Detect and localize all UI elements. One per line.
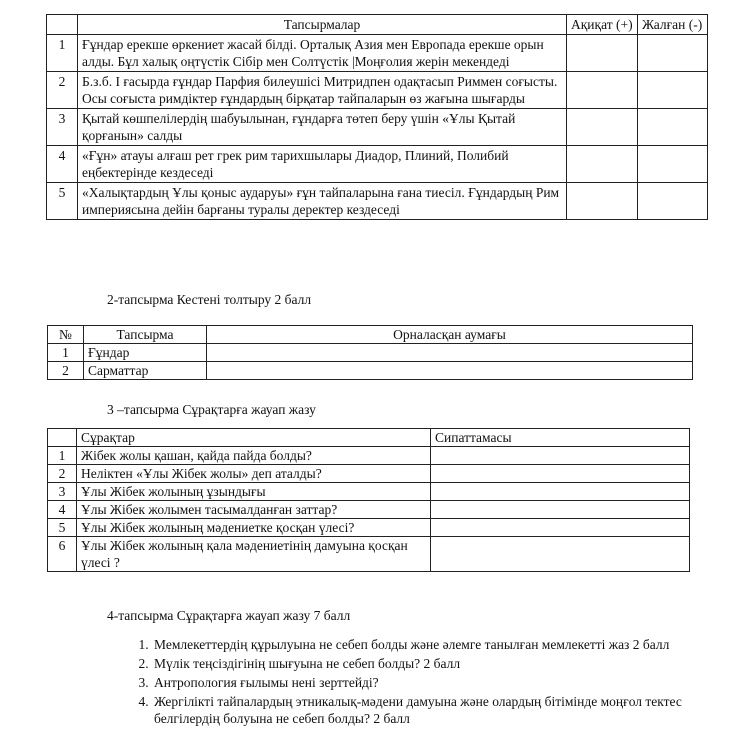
table-header-row xyxy=(48,326,693,344)
list-item: 1. Мемлекеттердің құрылуына не себеп болды және әлемге танылған мемлекетті жаз 2 балл xyxy=(152,636,727,653)
task2-heading: 2-тапсырма Кестені толтыру 2 балл xyxy=(107,292,312,307)
row-statement: Б.з.б. I ғасырда ғұндар Парфия билеушісі Митридпен одақтасып Риммен соғысты. Осы соғыста римдіктер ғұндардың бірқатар тайпаларын өз жағына шығарды xyxy=(78,72,567,109)
table-row xyxy=(48,483,690,501)
row-num: 3 xyxy=(48,483,77,501)
table-row xyxy=(48,362,693,380)
false-cell[interactable] xyxy=(638,72,708,109)
row-num: 1 xyxy=(48,447,77,465)
true-false-table xyxy=(46,14,708,220)
table-row xyxy=(47,72,708,109)
header-num: № xyxy=(48,326,84,344)
answer-cell[interactable] xyxy=(431,483,690,501)
task4-question-list xyxy=(130,636,727,729)
row-num: 2 xyxy=(48,362,84,380)
row-statement: «Ғұн» атауы алғаш рет грек рим тарихшылары Диадор, Плиний, Полибий еңбектерінде кездеседі xyxy=(78,146,567,183)
list-item: 4. Жергілікті тайпалардың этникалық-мәдени дамуына және олардың бітімінде моңғол тектес белгілердің болуына не себеп болды? 2 балл xyxy=(152,693,727,727)
header-num xyxy=(47,15,78,35)
row-num: 4 xyxy=(48,501,77,519)
row-num: 1 xyxy=(48,344,84,362)
table-row xyxy=(48,447,690,465)
answer-cell[interactable] xyxy=(431,537,690,572)
row-question: Ұлы Жібек жолының мәдениетке қосқан үлесі? xyxy=(77,519,431,537)
row-num: 1 xyxy=(47,35,78,72)
row-num: 5 xyxy=(47,183,78,220)
true-cell[interactable] xyxy=(567,35,638,72)
row-question: Ұлы Жібек жолының ұзындығы xyxy=(77,483,431,501)
region-table xyxy=(47,325,693,380)
table-row xyxy=(47,35,708,72)
true-cell[interactable] xyxy=(567,146,638,183)
row-task: Ғұндар xyxy=(84,344,207,362)
task4-heading: 4-тапсырма Сұрақтарға жауап жазу 7 балл xyxy=(107,608,351,623)
area-cell[interactable] xyxy=(207,362,693,380)
header-area: Орналасқан аумағы xyxy=(207,326,693,344)
false-cell[interactable] xyxy=(638,35,708,72)
row-question: Жібек жолы қашан, қайда пайда болды? xyxy=(77,447,431,465)
row-num: 5 xyxy=(48,519,77,537)
true-cell[interactable] xyxy=(567,183,638,220)
row-question: Ұлы Жібек жолының қала мәдениетінің дамуына қосқан үлесі ? xyxy=(77,537,431,572)
header-false: Жалған (-) xyxy=(638,15,708,35)
row-num: 6 xyxy=(48,537,77,572)
answer-cell[interactable] xyxy=(431,519,690,537)
table-row xyxy=(48,344,693,362)
cropped-top-text xyxy=(0,0,748,6)
list-item: 2. Мүлік теңсіздігінің шығуына не себеп болды? 2 балл xyxy=(152,655,727,672)
table-row xyxy=(47,146,708,183)
list-item: 3. Антропология ғылымы нені зерттейді? xyxy=(152,674,727,691)
row-num: 2 xyxy=(48,465,77,483)
row-task: Сарматтар xyxy=(84,362,207,380)
answer-cell[interactable] xyxy=(431,465,690,483)
table-row xyxy=(48,501,690,519)
header-questions: Сұрақтар xyxy=(77,429,431,447)
row-num: 4 xyxy=(47,146,78,183)
false-cell[interactable] xyxy=(638,183,708,220)
true-cell[interactable] xyxy=(567,72,638,109)
row-num: 3 xyxy=(47,109,78,146)
header-tasks: Тапсырмалар xyxy=(78,15,567,35)
header-num xyxy=(48,429,77,447)
row-question: Ұлы Жібек жолымен тасымалданған заттар? xyxy=(77,501,431,519)
row-num: 2 xyxy=(47,72,78,109)
answer-cell[interactable] xyxy=(431,501,690,519)
answer-cell[interactable] xyxy=(431,447,690,465)
table-header-row xyxy=(48,429,690,447)
table-row xyxy=(48,537,690,572)
false-cell[interactable] xyxy=(638,146,708,183)
table-row xyxy=(48,465,690,483)
header-true: Ақиқат (+) xyxy=(567,15,638,35)
header-task: Тапсырма xyxy=(84,326,207,344)
area-cell[interactable] xyxy=(207,344,693,362)
questions-table xyxy=(47,428,690,572)
header-description: Сипаттамасы xyxy=(431,429,690,447)
true-cell[interactable] xyxy=(567,109,638,146)
task3-heading: 3 –тапсырма Сұрақтарға жауап жазу xyxy=(107,402,316,417)
row-statement: Қытай көшпелілердің шабуылынан, ғұндарға төтеп беру үшін «Ұлы Қытай қорғанын» салды xyxy=(78,109,567,146)
table-header-row xyxy=(47,15,708,35)
row-question: Неліктен «Ұлы Жібек жолы» деп аталды? xyxy=(77,465,431,483)
table-row xyxy=(47,109,708,146)
table-row xyxy=(48,519,690,537)
row-statement: Ғұндар ерекше өркениет жасай білді. Орталық Азия мен Европада ерекше орын алды. Бұл халық оңтүстік Сібір мен Солтүстік |Моңғолия жерін мекендеді xyxy=(78,35,567,72)
false-cell[interactable] xyxy=(638,109,708,146)
table-row xyxy=(47,183,708,220)
row-statement: «Халықтардың Ұлы қоныс аударуы» ғұн тайпаларына ғана тиесіл. Ғұндардың Рим империясына дейін барғаны туралы деректер кездеседі xyxy=(78,183,567,220)
